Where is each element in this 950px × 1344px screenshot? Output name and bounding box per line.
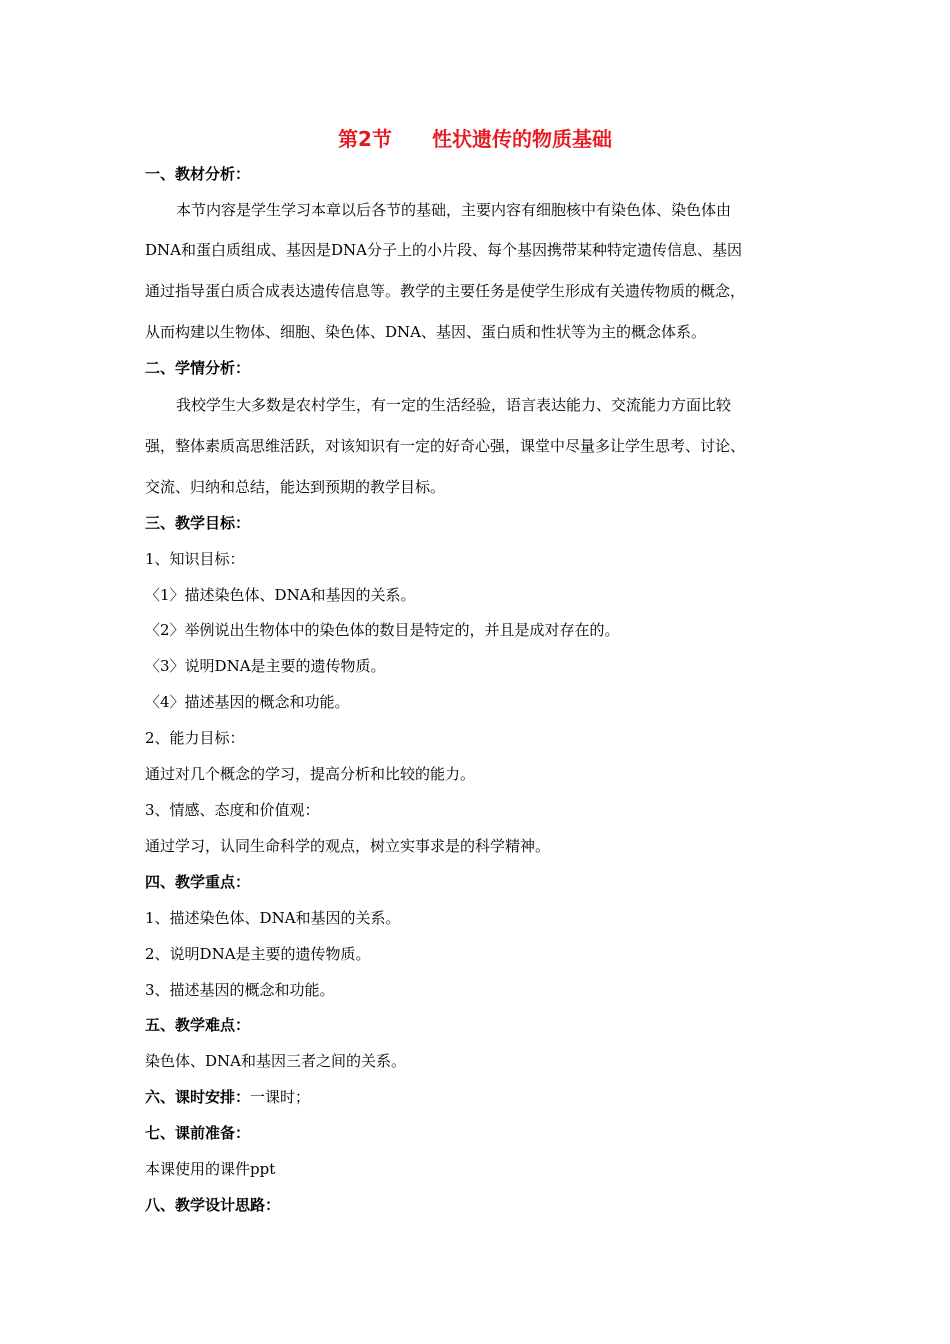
list-item: 〈1〉描述染色体、DNA和基因的关系。	[145, 586, 416, 604]
section-heading-key-points: 四、教学重点：	[145, 873, 251, 891]
subheading-attitude-goals: 3、情感、态度和价值观：	[145, 801, 320, 819]
paragraph-line: 本课使用的课件ppt	[145, 1160, 276, 1178]
section-heading-difficulties: 五、教学难点：	[145, 1016, 251, 1034]
list-item: 〈4〉描述基因的概念和功能。	[145, 693, 350, 711]
list-item: 〈3〉说明DNA是主要的遗传物质。	[145, 657, 386, 675]
paragraph-line: 本节内容是学生学习本章以后各节的基础，主要内容有细胞核中有染色体、染色体由	[176, 201, 732, 219]
subheading-ability-goals: 2、能力目标：	[145, 729, 245, 747]
list-item: 〈2〉举例说出生物体中的染色体的数目是特定的，并且是成对存在的。	[145, 621, 620, 639]
paragraph-line: 通过学习，认同生命科学的观点，树立实事求是的科学精神。	[145, 837, 551, 855]
paragraph-line: 染色体、DNA和基因三者之间的关系。	[145, 1052, 406, 1070]
section-heading-design-ideas: 八、教学设计思路：	[145, 1196, 281, 1214]
page-title: 第2节 性状遗传的物质基础	[338, 127, 612, 151]
section-heading-schedule: 六、课时安排：	[145, 1088, 251, 1106]
list-item: 3、描述基因的概念和功能。	[145, 981, 335, 999]
section-heading-student-analysis: 二、学情分析：	[145, 359, 251, 377]
section-heading-preparation: 七、课前准备：	[145, 1124, 251, 1142]
subheading-knowledge-goals: 1、知识目标：	[145, 550, 245, 568]
section-heading-textbook-analysis: 一、教材分析：	[145, 165, 251, 183]
paragraph-line: 从而构建以生物体、细胞、染色体、DNA、基因、蛋白质和性状等为主的概念体系。	[145, 323, 706, 341]
paragraph-line: 交流、归纳和总结，能达到预期的教学目标。	[145, 478, 446, 496]
schedule-text: 一课时；	[250, 1088, 311, 1106]
schedule-line	[145, 1087, 310, 1107]
paragraph-line: DNA和蛋白质组成、基因是DNA分子上的小片段、每个基因携带某种特定遗传信息、基因	[145, 241, 742, 259]
section-heading-teaching-goals: 三、教学目标：	[145, 514, 251, 532]
paragraph-line: 通过对几个概念的学习，提高分析和比较的能力。	[145, 765, 476, 783]
paragraph-line: 我校学生大多数是农村学生，有一定的生活经验，语言表达能力、交流能力方面比较	[176, 396, 732, 414]
list-item: 1、描述染色体、DNA和基因的关系。	[145, 909, 401, 927]
paragraph-line: 通过指导蛋白质合成表达遗传信息等。教学的主要任务是使学生形成有关遗传物质的概念，	[145, 282, 746, 300]
list-item: 2、说明DNA是主要的遗传物质。	[145, 945, 371, 963]
paragraph-line: 强，整体素质高思维活跃，对该知识有一定的好奇心强，课堂中尽量多让学生思考、讨论、	[145, 437, 746, 455]
